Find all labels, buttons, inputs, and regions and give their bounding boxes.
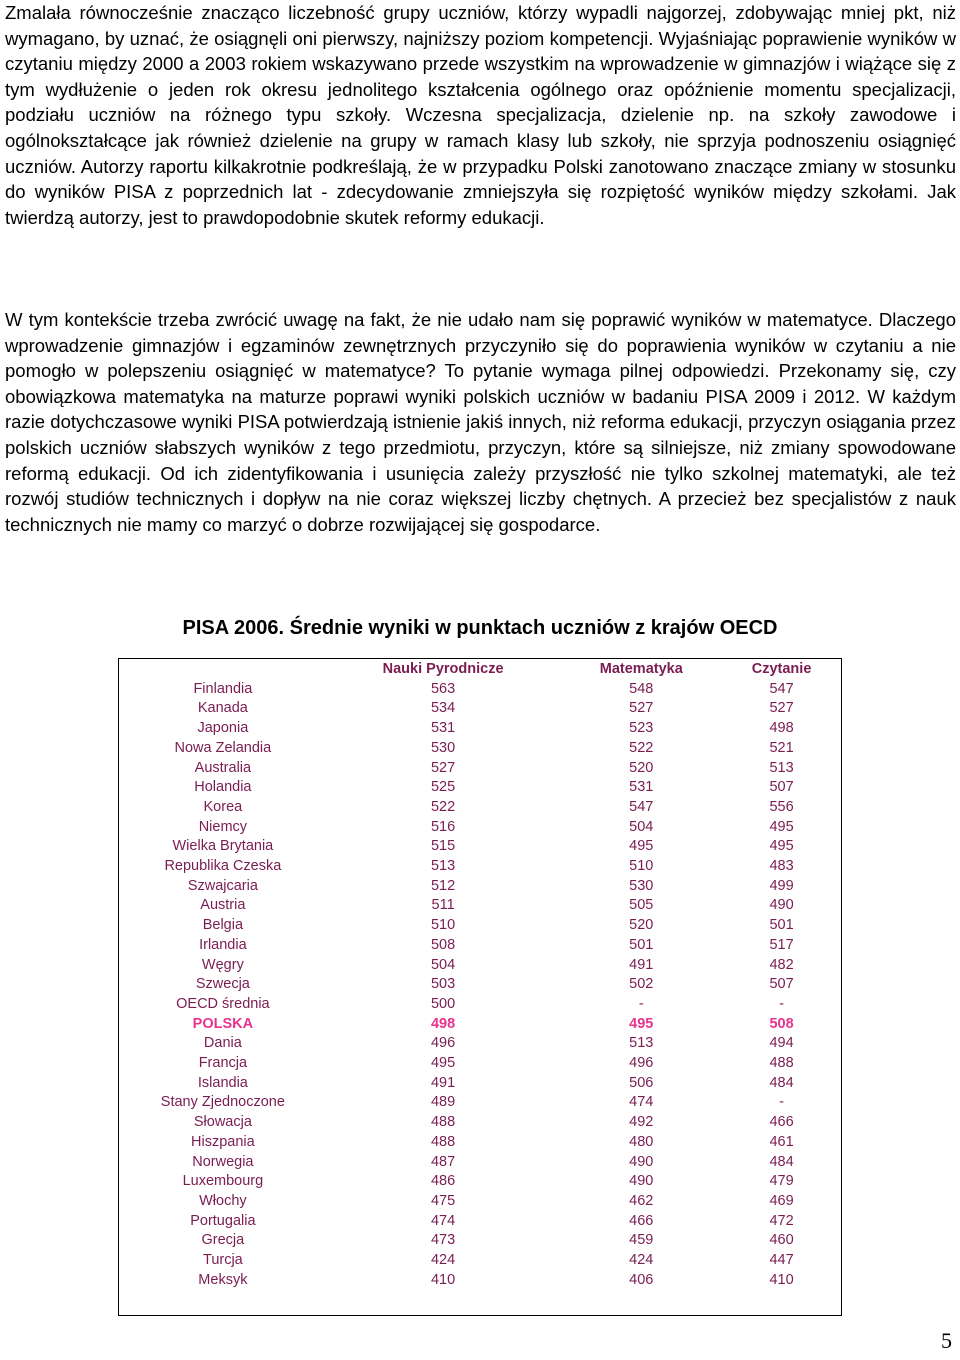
science-cell: 563: [430, 680, 456, 697]
reading-cell: 461: [769, 1133, 794, 1150]
math-cell: 501: [629, 936, 654, 953]
reading-cell: 507: [769, 779, 794, 796]
reading-cell: 484: [769, 1074, 794, 1091]
table-row: [120, 1034, 841, 1054]
science-cell: 487: [430, 1153, 456, 1170]
table-row: [120, 818, 841, 838]
country-cell: Finlandia: [193, 680, 253, 697]
table-row: [120, 1015, 841, 1035]
science-cell: 504: [430, 956, 456, 973]
math-cell: 462: [629, 1192, 654, 1209]
country-cell: Korea: [203, 798, 243, 815]
reading-cell: -: [779, 1094, 784, 1111]
reading-cell: 507: [769, 976, 794, 993]
table-row: [120, 699, 841, 719]
math-cell: 548: [629, 680, 654, 697]
reading-cell: 472: [769, 1212, 794, 1229]
country-cell: Szwajcaria: [187, 877, 258, 894]
page-number: 5: [941, 1328, 952, 1353]
table-row: [120, 719, 841, 739]
reading-cell: 556: [769, 798, 794, 815]
country-cell: Australia: [194, 759, 252, 776]
country-cell: Meksyk: [198, 1271, 248, 1288]
header-science: Nauki Pyrodnicze: [382, 661, 504, 677]
paragraph-1: Zmalała równocześnie znacząco liczebność grupy uczniów, którzy wypadli najgorzej, zdobywając mniej pkt, niż wymagano, by uznać, że osiągnęli oni pierwszy, najniższy poziom kompetencji. Wyjaśniając poprawienie wyników w czytaniu między 2000 a 2003 rokiem wskazywano przede wszystkim na wprowadzenie w gimnazjów i wiążące się z tym wydłużenie o jeden rok okresu jednolitego kształcenia ogólnego oraz opóźnienie momentu specjalizacji, podziału uczniów na różnego typu szkoły. Wczesna specjalizacja, dzielenie np. na szkoły zawodowe i ogólnokształcące jak również dzielenie na grupy w ramach klasy lub szkoły, nie sprzyja podnoszeniu osiągnięć uczniów. Autorzy raportu kilkakrotnie podkreślają, że w przypadku Polski zanotowano znaczące zmiany w stosunku do wyników PISA z poprzednich lat - zdecydowanie zmniejszyła się rozpiętość wyników między szkołami. Jak twierdzą autorzy, jest to prawdopodobnie skutek reformy edukacji.: [5, 2, 956, 228]
math-cell: 466: [629, 1212, 654, 1229]
country-cell: Turcja: [203, 1252, 243, 1269]
science-cell: 516: [430, 818, 456, 835]
table-row: [120, 1054, 841, 1074]
reading-cell: 460: [769, 1232, 794, 1249]
table-row: [120, 956, 841, 976]
science-cell: 531: [430, 720, 456, 737]
science-cell: 503: [430, 976, 456, 993]
science-cell: 510: [430, 917, 456, 934]
math-cell: 502: [629, 976, 654, 993]
science-cell: 534: [430, 700, 456, 717]
reading-cell: 466: [769, 1114, 794, 1131]
reading-cell: 517: [769, 936, 794, 953]
science-cell: 495: [430, 1055, 456, 1072]
table-row: [120, 1153, 841, 1173]
science-cell: 489: [430, 1094, 456, 1111]
math-cell: 505: [629, 897, 654, 914]
science-cell: 512: [430, 877, 456, 894]
science-cell: 496: [430, 1035, 456, 1052]
country-cell: Belgia: [202, 917, 244, 934]
math-cell: 506: [629, 1074, 654, 1091]
math-cell: 527: [629, 700, 654, 717]
math-cell: 523: [629, 720, 654, 737]
table-row: [120, 877, 841, 897]
science-cell: 513: [430, 858, 456, 875]
science-cell: 424: [430, 1252, 456, 1269]
paragraph-2: W tym kontekście trzeba zwrócić uwagę na fakt, że nie udało nam się poprawić wyników w matematyce. Dlaczego wprowadzenie gimnazjów i egzaminów zewnętrznych przyczyniło się do poprawienia wyników w czytaniu a nie pomogło w polepszeniu osiągnięć w matematyce? To pytanie wymaga pilnej odpowiedzi. Przekonamy się, czy obowiązkowa matematyka na maturze poprawi wyniki polskich uczniów w badaniu PISA 2009 i 2012. W każdym razie dotychczasowe wyniki PISA potwierdzają istnienie jakiś innych, niż reforma edukacji, przyczyn osiągania przez polskich uczniów słabszych wyników z tego przedmiotu, przyczyn, które są silniejsze, niż zmiany spowodowane reformą edukacji. Od ich zidentyfikowania i usunięcia zależy przyszłość nie tylko szkolnej matematyki, ale też rozwój studiów technicznych i dopływ na nie coraz większej liczby chętnych. A przecież bez specjalistów z nauk technicznych nie mamy co marzyć o dobrze rozwijającej się gospodarce.: [5, 309, 956, 535]
reading-cell: 410: [769, 1271, 794, 1288]
table-row: [120, 857, 841, 877]
table-row: [120, 1192, 841, 1212]
science-cell: 410: [430, 1271, 456, 1288]
country-cell: Luxembourg: [182, 1173, 264, 1190]
reading-cell: 527: [769, 700, 794, 717]
table-row: [120, 1074, 841, 1094]
reading-cell: 495: [769, 838, 794, 855]
table-row: [120, 680, 841, 700]
country-cell: Wielka Brytania: [172, 838, 274, 855]
table-row: [120, 1093, 841, 1113]
table-row: [120, 1113, 841, 1133]
reading-cell: 482: [769, 956, 794, 973]
country-cell: Włochy: [199, 1192, 247, 1209]
reading-cell: 508: [769, 1015, 794, 1032]
table-row: [120, 1172, 841, 1192]
science-cell: 475: [430, 1192, 456, 1209]
country-cell: Stany Zjednoczone: [160, 1094, 285, 1111]
math-cell: 459: [629, 1232, 654, 1249]
science-cell: 525: [430, 779, 456, 796]
country-cell: Austria: [200, 897, 246, 914]
science-cell: 486: [430, 1173, 456, 1190]
country-cell: Francja: [198, 1055, 248, 1072]
math-cell: 406: [629, 1271, 654, 1288]
math-cell: 496: [629, 1055, 654, 1072]
math-cell: 530: [629, 877, 654, 894]
math-cell: 520: [629, 917, 654, 934]
country-cell: Słowacja: [193, 1114, 252, 1131]
table-row: [120, 1133, 841, 1153]
country-cell: Szwecja: [195, 976, 250, 993]
math-cell: 513: [629, 1035, 654, 1052]
country-cell: Japonia: [197, 720, 249, 737]
country-cell: Portugalia: [190, 1212, 256, 1229]
math-cell: 490: [629, 1173, 654, 1190]
science-cell: 488: [430, 1114, 456, 1131]
math-cell: -: [638, 995, 644, 1012]
science-cell: 500: [430, 995, 456, 1012]
reading-cell: 499: [769, 877, 794, 894]
header-country: [120, 660, 326, 680]
header-math: Matematyka: [599, 661, 683, 677]
reading-cell: 483: [769, 858, 794, 875]
science-cell: 527: [430, 759, 456, 776]
math-cell: 424: [629, 1252, 654, 1269]
results-table: [120, 660, 841, 1291]
science-cell: 488: [430, 1133, 456, 1150]
country-cell: Norwegia: [192, 1153, 254, 1170]
reading-cell: 513: [769, 759, 794, 776]
science-cell: 508: [430, 936, 456, 953]
table-row: [120, 1231, 841, 1251]
math-cell: 495: [629, 838, 654, 855]
math-cell: 547: [629, 798, 654, 815]
math-cell: 495: [629, 1015, 654, 1032]
country-cell: Węgry: [201, 956, 244, 973]
reading-cell: 479: [769, 1173, 794, 1190]
table-row: [120, 1212, 841, 1232]
table-row: [120, 1251, 841, 1271]
science-cell: 491: [430, 1074, 456, 1091]
table-row: [120, 778, 841, 798]
table-body: [120, 680, 841, 1291]
science-cell: 522: [430, 798, 456, 815]
table-row: [120, 798, 841, 818]
country-cell: Irlandia: [199, 936, 247, 953]
results-table-frame: [118, 658, 842, 1316]
table-row: [120, 739, 841, 759]
table-row: [120, 759, 841, 779]
science-cell: 474: [430, 1212, 456, 1229]
math-cell: 504: [629, 818, 654, 835]
reading-cell: 488: [769, 1055, 794, 1072]
table-row: [120, 1271, 841, 1291]
reading-cell: -: [779, 995, 784, 1012]
reading-cell: 447: [769, 1252, 794, 1269]
reading-cell: 484: [769, 1153, 794, 1170]
country-cell: Republika Czeska: [164, 858, 282, 875]
math-cell: 474: [629, 1094, 654, 1111]
table-title: PISA 2006. Średnie wyniki w punktach uczniów z krajów OECD: [182, 617, 778, 639]
country-cell: Dania: [203, 1035, 242, 1052]
country-cell: POLSKA: [192, 1015, 254, 1032]
reading-cell: 501: [769, 917, 794, 934]
math-cell: 522: [629, 739, 654, 756]
country-cell: Kanada: [197, 700, 248, 717]
country-cell: Grecja: [201, 1232, 245, 1249]
table-row: [120, 936, 841, 956]
math-cell: 490: [629, 1153, 654, 1170]
reading-cell: 494: [769, 1035, 794, 1052]
science-cell: 498: [430, 1015, 456, 1032]
math-cell: 510: [629, 858, 654, 875]
math-cell: 491: [629, 956, 654, 973]
science-cell: 530: [430, 739, 456, 756]
table-row: [120, 995, 841, 1015]
math-cell: 480: [629, 1133, 654, 1150]
country-cell: Nowa Zelandia: [174, 739, 272, 756]
table-row: [120, 896, 841, 916]
reading-cell: 469: [769, 1192, 794, 1209]
reading-cell: 547: [769, 680, 794, 697]
country-cell: Niemcy: [198, 818, 248, 835]
reading-cell: 495: [769, 818, 794, 835]
science-cell: 515: [430, 838, 456, 855]
science-cell: 473: [430, 1232, 456, 1249]
header-reading: Czytanie: [751, 661, 812, 677]
science-cell: 511: [431, 897, 455, 914]
country-cell: OECD średnia: [176, 995, 270, 1012]
reading-cell: 490: [769, 897, 794, 914]
table-row: [120, 837, 841, 857]
country-cell: Holandia: [194, 779, 252, 796]
math-cell: 492: [629, 1114, 654, 1131]
math-cell: 531: [629, 779, 654, 796]
table-row: [120, 916, 841, 936]
country-cell: Hiszpania: [191, 1133, 255, 1150]
table-row: [120, 975, 841, 995]
reading-cell: 498: [769, 720, 794, 737]
table-header-row: [120, 660, 841, 680]
reading-cell: 521: [769, 739, 794, 756]
math-cell: 520: [629, 759, 654, 776]
country-cell: Islandia: [197, 1074, 248, 1091]
